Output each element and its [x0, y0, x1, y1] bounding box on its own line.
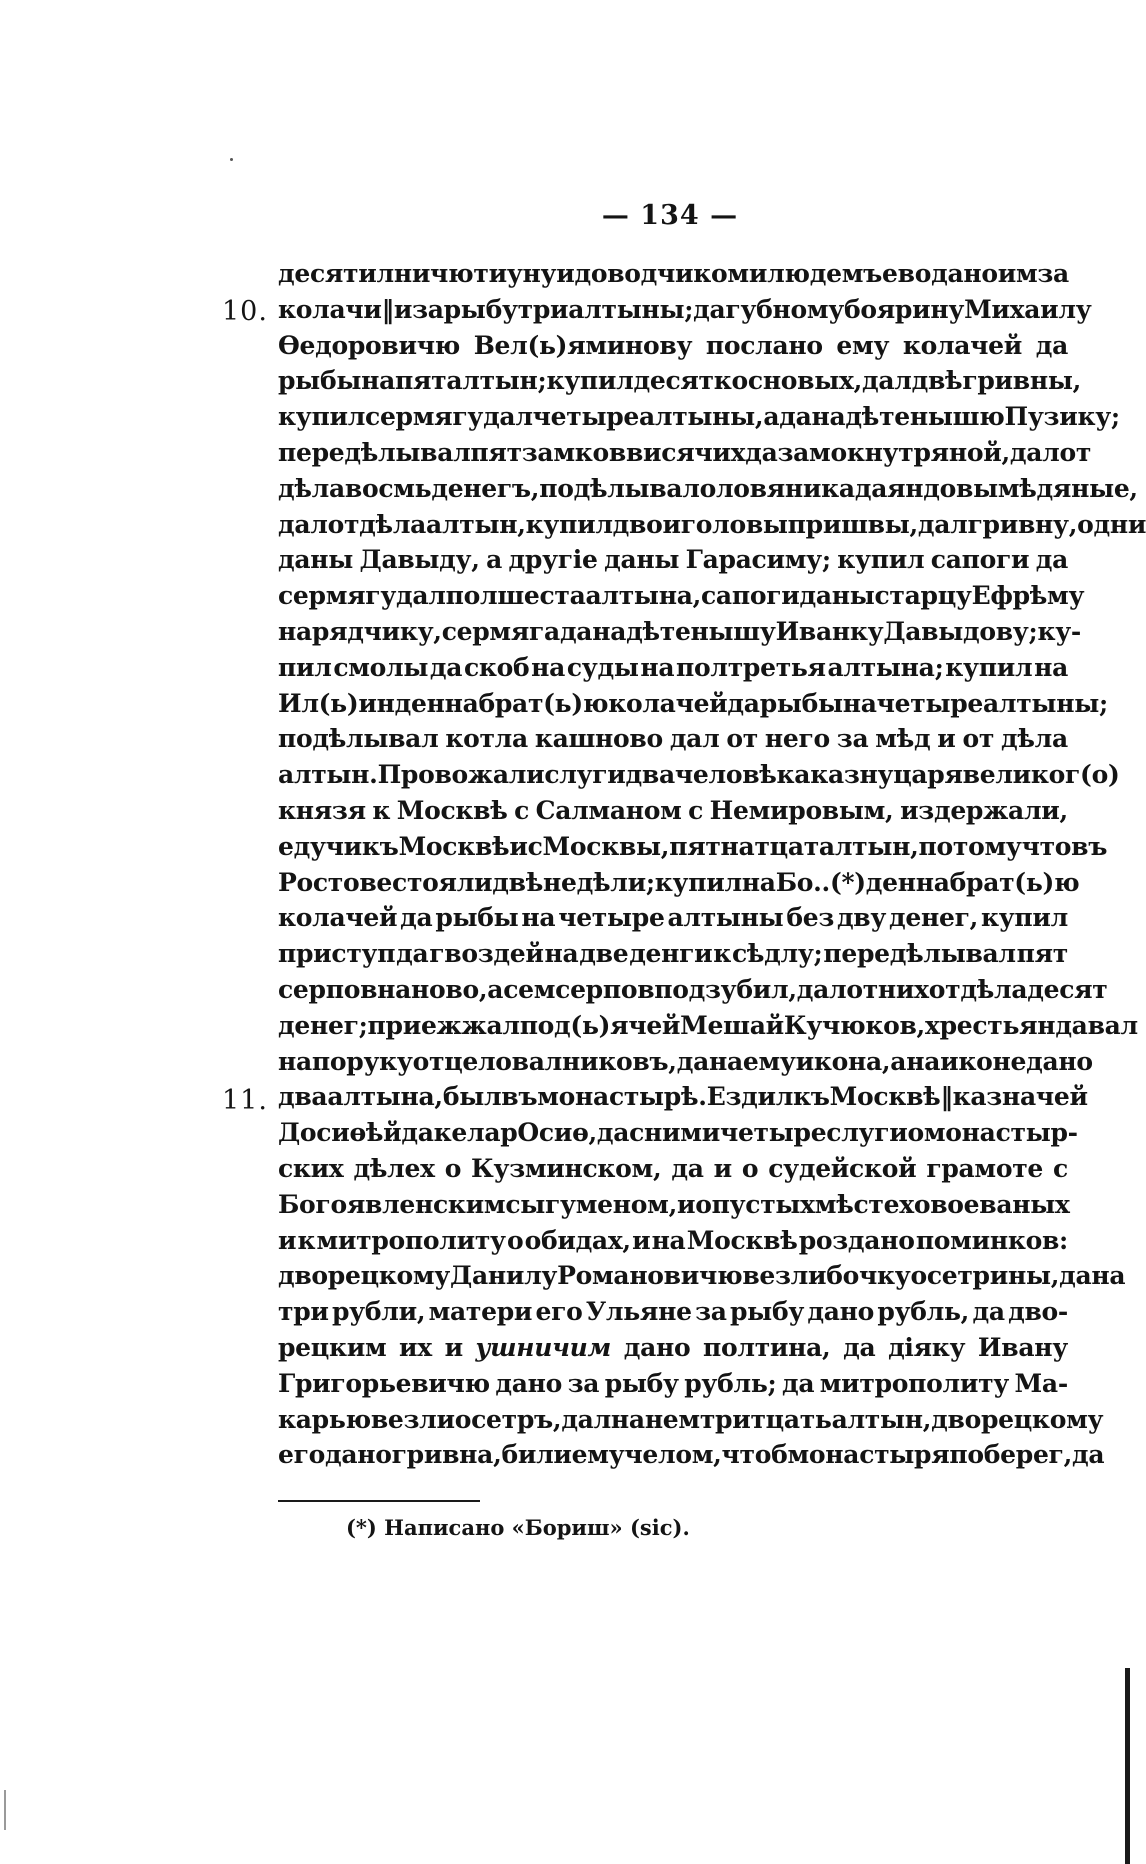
text-line: дворецкому Данилу Романовичю везли бочку осетрины, дана [278, 1261, 1126, 1291]
margin-number-11: 11. [222, 1085, 268, 1116]
text-line: пил смолы да скоб на суды на полтретья алтына; купил на [278, 652, 1068, 682]
text-line: колачи ‖ и за рыбу три алтыны; да губному боярину Михаилу [278, 294, 1092, 324]
text-line: нарядчику, сермяга дана дѣтенышу Иванку Давыдову; ку- [278, 617, 1081, 646]
text-line: Досиөѣй да келар Осиө, да с ними четыре слуги о монастыр- [278, 1118, 1078, 1148]
text-line: колачей да рыбы на четыре алтыны без дву денег, купил [278, 903, 1068, 933]
text-line: карью везли осетръ, дал на нем тритцать алтын, дворецкому [278, 1404, 1104, 1434]
margin-number-10: 10. [222, 296, 268, 327]
binding-edge [1125, 1668, 1130, 1864]
footnote-rule [278, 1500, 480, 1502]
binding-edge-left [4, 1790, 6, 1830]
page-number: — 134 — [601, 200, 739, 231]
text-line: десятилничю тиуну и доводчиком и людемъ ево дано им за [278, 259, 1069, 288]
text-line: и к митрополиту о обидах, и на Москвѣ роздано поминков: [278, 1225, 1068, 1255]
text-line: Ростове стояли двѣ недѣли; купил на Бо. . (*) ден на брат(ь)ю [278, 867, 1080, 897]
text-line: Богоявленским с ыгуменом, и о пустых мѣстех о воеваных [278, 1189, 1070, 1219]
text-line: Григорьевичю дано за рыбу рубль; да митрополиту Ма- [278, 1368, 1068, 1398]
text-line: на поруку от целовалниковъ, дана ему икона, а на иконе дано [278, 1046, 1093, 1076]
text-line: Ил(ь)ин ден на брат(ь)ю колачей да рыбы на четыре алтыны; [278, 688, 1108, 718]
text-line: купил сермягу дал четыре алтыны, а дана дѣтенышю Пузику; [278, 402, 1120, 432]
text-line: даны Давыду, а другiе даны Гарасиму; купил сапоги да [278, 545, 1068, 575]
text-line: дал от дѣла алтын, купил двои головы пришвы, дал гривну, одни [278, 509, 1146, 539]
text-line: подѣлывал котла кашново дал от него за мѣд и от дѣла [278, 724, 1068, 754]
text-line: едучи къ Москвѣ и с Москвы, пятнатцат алтын, потому что въ [278, 831, 1108, 861]
text-line: дѣла восмь денегъ, подѣлывал оловяника да яндовы мѣдяные, [278, 473, 1138, 503]
text-line: его дано гривна, били ему челом, чтоб монастыря поберег, да [278, 1440, 1105, 1470]
text-line: ских дѣлех о Кузминском, да и о судейской грамоте с [278, 1154, 1068, 1183]
scan-dot [230, 158, 233, 161]
text-line: серпов наново, а сем серпов подзубил, дал от них от дѣла десят [278, 975, 1108, 1004]
text-line: три рубли, матери его Ульяне за рыбу дано рубль, да дво- [278, 1297, 1068, 1327]
text-line: сермягу дал полшеста алтына, сапоги даны старцу Ефрѣму [278, 581, 1085, 611]
text-line: алтын. Провожали слуги два человѣка казну царя великог(о) [278, 760, 1120, 790]
text-line: князя к Москвѣ с Салманом с Немировым, издержали, [278, 796, 1068, 825]
text-line: рыбы на пят алтын; купил десят кос новых, дал двѣ гривны, [278, 366, 1082, 396]
text-line: Өедоровичю Вел(ь)яминову послано ему колачей да [278, 330, 1068, 360]
text-line: денег; приежжал под(ь)ячей Мешай Кучюков, хрестьян давал [278, 1010, 1138, 1040]
text-line: два алтына, был въ монастырѣ. Ездил къ Москвѣ ‖ казначей [278, 1082, 1088, 1112]
footnote: (*) Написано «Бориш» (sic). [346, 1515, 690, 1540]
text-line: передѣлывал пят замков висячих да замок нутряной, дал от [278, 438, 1092, 467]
text-line: приступ да гвоздей на две денги к сѣдлу; передѣлывал пят [278, 939, 1068, 969]
text-line: рецким их и ушничим дано полтина, да дiяку Ивану [278, 1333, 1068, 1362]
